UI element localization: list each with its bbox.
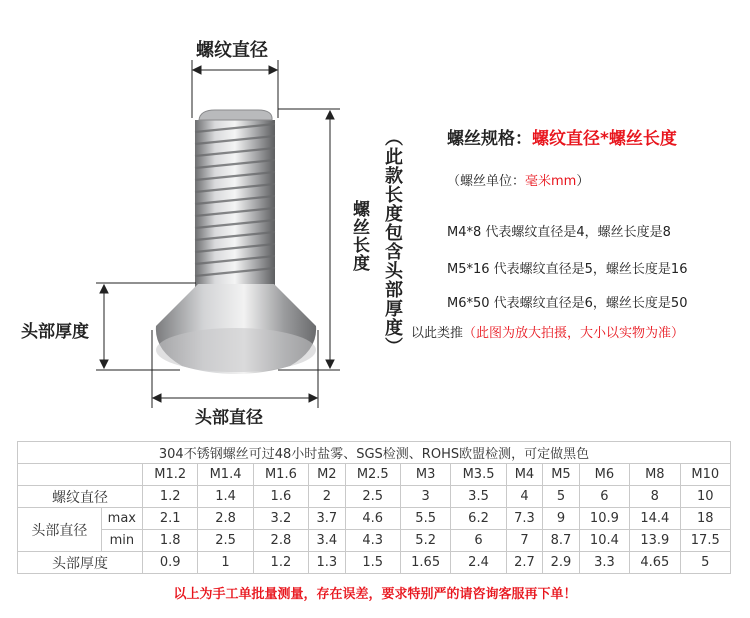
- table-cell: 2.7: [506, 552, 543, 574]
- table-cell: 14.4: [630, 508, 680, 530]
- spec-note-prefix: 以此类推: [411, 326, 464, 341]
- table-cell: 3.5: [451, 486, 506, 508]
- screw-tip: [199, 110, 272, 120]
- table-cell: 9: [543, 508, 580, 530]
- col-m1-4: M1.4: [198, 464, 253, 486]
- spec-unit-value: 毫米mm: [525, 174, 577, 189]
- table-cell: 2.5: [345, 486, 400, 508]
- table-cell: 7.3: [506, 508, 543, 530]
- table-cell: 1.65: [400, 552, 450, 574]
- spec-title-value: 螺纹直径*螺丝长度: [532, 129, 677, 149]
- length-note-label: （此款长度包含头部厚度）: [382, 128, 403, 356]
- table-cell: 1: [198, 552, 253, 574]
- table-cell: 1.5: [345, 552, 400, 574]
- thread-diameter-dimension: [192, 60, 278, 118]
- spec-title: [447, 124, 677, 149]
- thread-row-label: 螺纹直径: [18, 486, 143, 508]
- col-m3: M3: [400, 464, 450, 486]
- table-cell: 2.9: [543, 552, 580, 574]
- table-cell: 1.8: [143, 530, 198, 552]
- table-cell: 1.2: [143, 486, 198, 508]
- col-m8: M8: [630, 464, 680, 486]
- table-cell: 4.3: [345, 530, 400, 552]
- spec-note: [411, 322, 684, 341]
- table-cell: 10: [680, 486, 730, 508]
- screw-diagram: [0, 0, 440, 430]
- head-row-label: 头部直径: [18, 508, 102, 552]
- table-cell: 4: [506, 486, 543, 508]
- table-row: [18, 530, 731, 552]
- table-caption: 304不锈钢螺丝可过48小时盐雾、SGS检测、ROHS欧盟检测，可定做黑色: [18, 442, 731, 464]
- table-cell: 1.3: [309, 552, 346, 574]
- table-cell: 2: [309, 486, 346, 508]
- spec-example-m5: M5*16 代表螺纹直径是5，螺丝长度是16: [447, 262, 688, 277]
- table-cell: 6: [579, 486, 629, 508]
- table-cell: 18: [680, 508, 730, 530]
- table-cell: 2.1: [143, 508, 198, 530]
- table-cell: 3.3: [579, 552, 629, 574]
- table-cell: 3.2: [253, 508, 308, 530]
- col-m2: M2: [309, 464, 346, 486]
- table-row: [18, 486, 731, 508]
- table-cell: 10.4: [579, 530, 629, 552]
- table-cell: 2.8: [253, 530, 308, 552]
- table-cell: 5.2: [400, 530, 450, 552]
- screw-length-label: 螺丝长度: [349, 200, 369, 272]
- table-cell: 2.8: [198, 508, 253, 530]
- table-cell: 1.2: [253, 552, 308, 574]
- table-cell: 2.4: [451, 552, 506, 574]
- col-m1-2: M1.2: [143, 464, 198, 486]
- spec-unit: [447, 170, 589, 189]
- spec-note-value: （此图为放大拍摄，大小以实物为准）: [463, 326, 685, 341]
- spec-example-m6: M6*50 代表螺纹直径是6，螺丝长度是50: [447, 296, 688, 311]
- table-cell: 8: [630, 486, 680, 508]
- col-m1-6: M1.6: [253, 464, 308, 486]
- table-row: [18, 552, 731, 574]
- spec-unit-suffix: ）: [576, 174, 590, 189]
- table-cell: 8.7: [543, 530, 580, 552]
- head-diameter-label: 头部直径: [195, 408, 263, 428]
- table-cell: 17.5: [680, 530, 730, 552]
- table-row: [18, 508, 731, 530]
- col-m2-5: M2.5: [345, 464, 400, 486]
- col-m5: M5: [543, 464, 580, 486]
- table-cell: 1.6: [253, 486, 308, 508]
- table-cell: 13.9: [630, 530, 680, 552]
- col-m10: M10: [680, 464, 730, 486]
- table-cell: 5: [543, 486, 580, 508]
- table-corner: [18, 464, 143, 486]
- col-m6: M6: [579, 464, 629, 486]
- spec-title-prefix: 螺丝规格：: [447, 129, 532, 149]
- thread-diameter-label: 螺纹直径: [196, 40, 268, 61]
- table-cell: 4.65: [630, 552, 680, 574]
- table-cell: 4.6: [345, 508, 400, 530]
- table-cell: 3.7: [309, 508, 346, 530]
- footer-notice: 以上为手工单批量测量，存在误差，要求特别严的请咨询客服再下单！: [173, 587, 577, 602]
- col-m4: M4: [506, 464, 543, 486]
- table-cell: 3.4: [309, 530, 346, 552]
- table-cell: 1.4: [198, 486, 253, 508]
- table-cell: 10.9: [579, 508, 629, 530]
- table-cell: 5.5: [400, 508, 450, 530]
- size-table: [17, 441, 731, 574]
- table-header-row: [18, 464, 731, 486]
- table-cell: 6.2: [451, 508, 506, 530]
- spec-example-m4: M4*8 代表螺纹直径是4，螺丝长度是8: [447, 225, 671, 240]
- thickness-row-label: 头部厚度: [18, 552, 143, 574]
- screw-head-bottom: [156, 328, 316, 372]
- table-cell: 0.9: [143, 552, 198, 574]
- col-m3-5: M3.5: [451, 464, 506, 486]
- table-cell: 5: [680, 552, 730, 574]
- min-label: min: [101, 530, 142, 552]
- table-cell: 7: [506, 530, 543, 552]
- spec-unit-prefix: （螺丝单位：: [447, 174, 526, 189]
- table-cell: 2.5: [198, 530, 253, 552]
- head-thickness-label: 头部厚度: [21, 322, 89, 342]
- max-label: max: [101, 508, 142, 530]
- table-cell: 6: [451, 530, 506, 552]
- table-cell: 3: [400, 486, 450, 508]
